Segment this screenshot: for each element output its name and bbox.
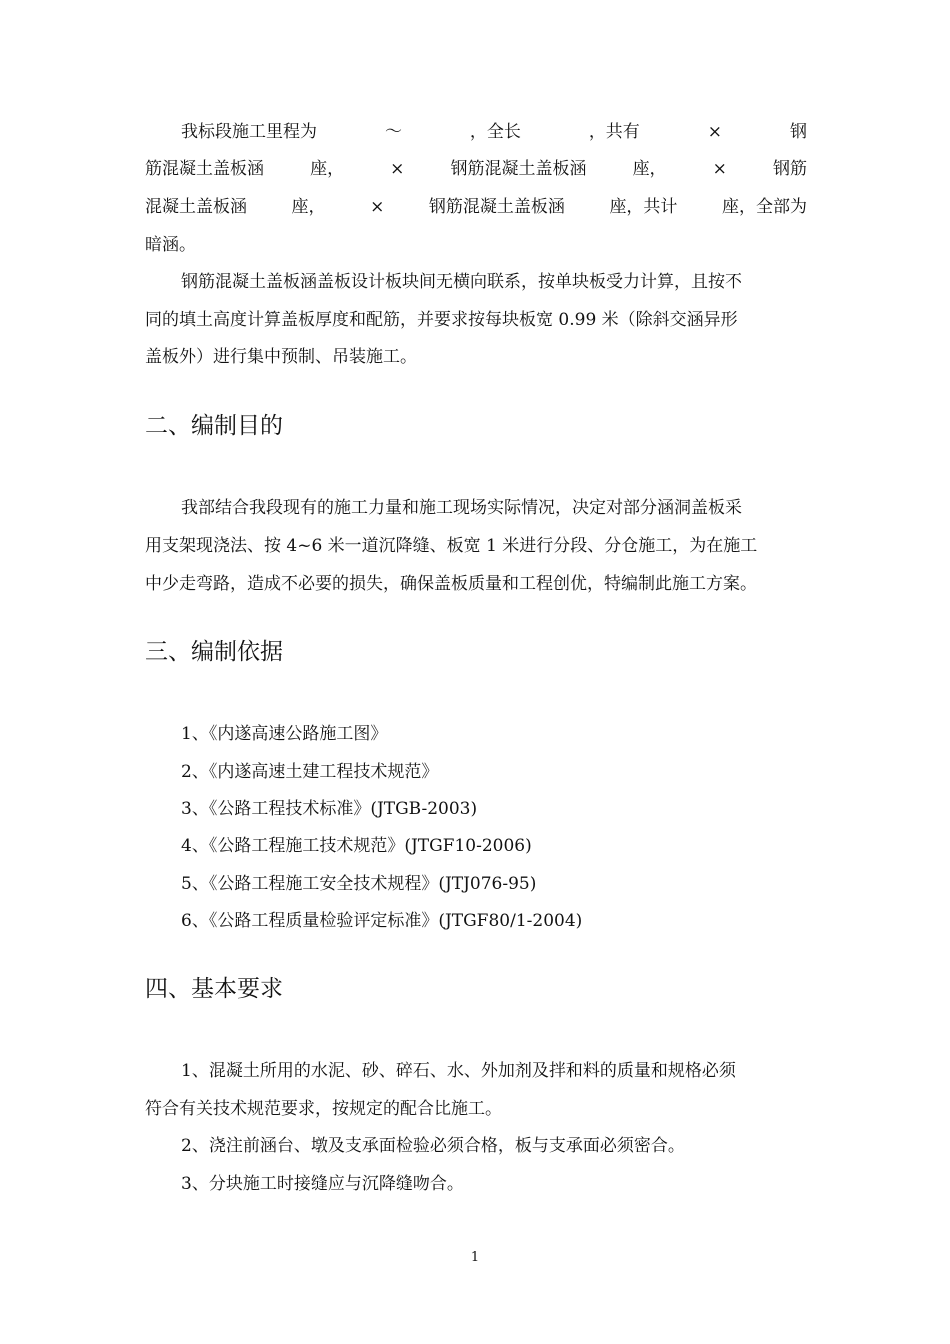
text-segment: 座， bbox=[291, 197, 326, 217]
text-segment: 座，全部为 bbox=[721, 197, 807, 217]
section-heading: 三、编制依据 bbox=[145, 639, 283, 665]
text-segment: 我标段施工里程为 bbox=[181, 122, 317, 142]
paragraph-line: 符合有关技术规范要求，按规定的配合比施工。 bbox=[145, 1099, 502, 1119]
reference-item: 4、《公路工程施工技术规范》(JTGF10-2006) bbox=[181, 836, 532, 856]
paragraph-line: 2、浇注前涵台、墩及支承面检验必须合格，板与支承面必须密合。 bbox=[181, 1136, 685, 1156]
text-segment: 钢 bbox=[789, 122, 807, 142]
paragraph-line: 3、分块施工时接缝应与沉降缝吻合。 bbox=[181, 1174, 464, 1194]
reference-item: 3、《公路工程技术标准》(JTGB-2003) bbox=[181, 799, 478, 819]
paragraph-line: 钢筋混凝土盖板涵盖板设计板块间无横向联系，按单块板受力计算，且按不 bbox=[181, 272, 742, 292]
section-heading: 二、编制目的 bbox=[145, 413, 283, 439]
reference-item: 2、《内遂高速土建工程技术规范》 bbox=[181, 762, 439, 782]
section-heading: 四、基本要求 bbox=[145, 976, 283, 1002]
text-segment: ，全长 bbox=[469, 122, 521, 142]
page-number: 1 bbox=[470, 1250, 480, 1265]
reference-item: 6、《公路工程质量检验评定标准》(JTGF80/1-2004) bbox=[181, 911, 583, 931]
paragraph-line: 我部结合我段现有的施工力量和施工现场实际情况，决定对部分涵洞盖板采 bbox=[181, 498, 742, 518]
paragraph-line: 中少走弯路，造成不必要的损失，确保盖板质量和工程创优，特编制此施工方案。 bbox=[145, 574, 757, 594]
text-segment: 座， bbox=[310, 159, 345, 179]
paragraph-line bbox=[181, 120, 807, 144]
paragraph-line bbox=[145, 195, 807, 219]
paragraph-line: 同的填土高度计算盖板厚度和配筋，并要求按每块板宽 0.99 米（除斜交涵异形 bbox=[145, 310, 738, 330]
text-segment: 钢筋混凝土盖板涵 bbox=[450, 159, 587, 179]
text-segment: × bbox=[390, 159, 405, 179]
text-segment: × bbox=[370, 197, 385, 217]
text-segment: ～ bbox=[384, 122, 402, 142]
text-segment: 座，共计 bbox=[609, 197, 678, 217]
text-segment: 混凝土盖板涵 bbox=[145, 197, 247, 217]
reference-item: 1、《内遂高速公路施工图》 bbox=[181, 724, 388, 744]
paragraph-line: 用支架现浇法、按 4~6 米一道沉降缝、板宽 1 米进行分段、分仓施工，为在施工 bbox=[145, 536, 758, 556]
paragraph-line: 盖板外）进行集中预制、吊装施工。 bbox=[145, 347, 417, 367]
text-segment: 钢筋混凝土盖板涵 bbox=[428, 197, 565, 217]
reference-item: 5、《公路工程施工安全技术规程》(JTJ076-95) bbox=[181, 874, 537, 894]
text-segment: 座， bbox=[632, 159, 667, 179]
text-segment: × bbox=[712, 159, 727, 179]
paragraph-line bbox=[145, 157, 807, 181]
text-segment: ，共有 bbox=[588, 122, 640, 142]
text-segment: 筋混凝土盖板涵 bbox=[145, 159, 264, 179]
text-segment: × bbox=[707, 122, 722, 142]
text-segment: 钢筋 bbox=[772, 159, 807, 179]
paragraph-line: 暗涵。 bbox=[145, 235, 196, 255]
paragraph-line: 1、混凝土所用的水泥、砂、碎石、水、外加剂及拌和料的质量和规格必须 bbox=[181, 1061, 736, 1081]
